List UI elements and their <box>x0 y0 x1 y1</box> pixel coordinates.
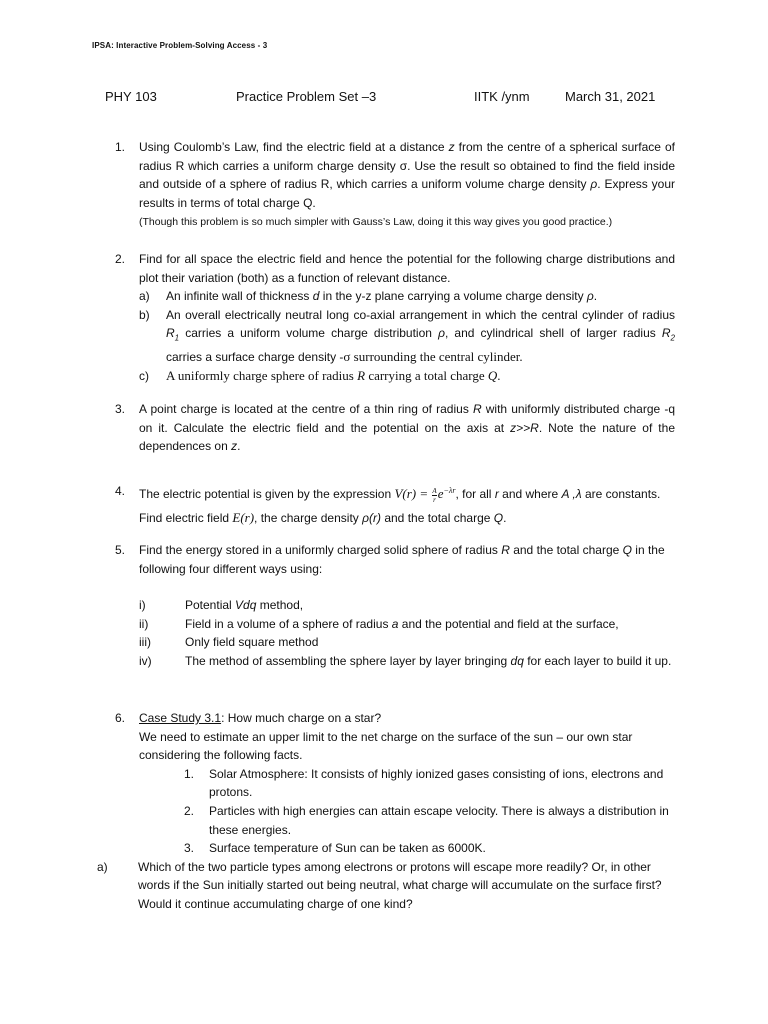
question-text: Find the energy stored in a uniformly charged solid sphere of radius R and the total charge Q in the following four different ways using: <box>139 543 665 576</box>
list-item: 3. Surface temperature of Sun can be taken as 6000K. <box>184 841 486 856</box>
question-1 <box>115 138 675 232</box>
question-text: Using Coulomb’s Law, find the electric field at a distance z from the centre of a spherical surface of radius R which carries a uniform charge density σ. Use the result so obtained to find the field inside and outside of a sphere of radius R, which carries a uniform volume charge density ρ. Express your results in terms of total charge Q. <box>139 140 676 210</box>
question-text: Find for all space the electric field and hence the potential for the following charge distributions and plot their variation (both) as a function of relevant distance. <box>139 252 675 285</box>
date: March 31, 2021 <box>565 89 656 104</box>
question-number: 4. <box>115 484 126 498</box>
case-study-title: Case Study 3.1: How much charge on a star? <box>139 711 382 725</box>
question-4 <box>115 479 675 530</box>
subpart-c: c) A uniformly charge sphere of radius R carrying a total charge Q. <box>139 367 501 383</box>
list-item: i) Potential Vdq method, <box>139 598 304 613</box>
potential-equation: V(r) = $\frac{A}{r}$ $e^{-\lambda r}$ <box>394 486 456 504</box>
subpart-a: a) An infinite wall of thickness d in the y-z plane carrying a volume charge density ρ. <box>139 289 598 304</box>
list-item: iv) The method of assembling the sphere layer by layer bringing dq for each layer to build it up. <box>139 653 672 668</box>
document-header: IPSA: Interactive Problem-Solving Access - 3 <box>92 41 268 50</box>
list-item: ii) Field in a volume of a sphere of radius a and the potential and field at the surface, <box>139 616 619 631</box>
question-text: The electric potential is given by the expression V(r) = $\frac{A}{r}$ $e^{-\lambda r}$, for all r and where A ,λ are constants. Find electric field E(r), the charge density ρ(r) and the total charge Q. <box>139 486 661 525</box>
question-5 <box>115 541 675 671</box>
question-3 <box>115 400 675 456</box>
institution: IITK /ynm <box>474 89 530 104</box>
question-number: 5. <box>115 543 126 557</box>
question-6 <box>97 709 675 914</box>
list-item: 2. Particles with high energies can attain escape velocity. There is always a distribution in these energies. <box>184 803 669 837</box>
case-study-intro: We need to estimate an upper limit to the net charge on the surface of the sun – our own star considering the following facts. <box>139 729 633 763</box>
question-number: 2. <box>115 252 126 266</box>
list-item: iii) Only field square method <box>139 635 319 650</box>
electric-field-symbol: E(r) <box>232 510 255 525</box>
list-item: 1. Solar Atmosphere: It consists of highly ionized gases consisting of ions, electrons and protons. <box>184 766 664 800</box>
subpart-a: a) Which of the two particle types among electrons or protons will escape more readily? Or, in other words if the Sun initially started out being neutral, what charge will accumulate on the surface first? Would it continue accumulating charge of one kind? <box>97 859 662 911</box>
facts-list <box>114 765 675 858</box>
question-number: 6. <box>115 711 126 725</box>
method-list <box>139 596 675 670</box>
question-number: 3. <box>115 402 126 416</box>
question-text: A point charge is located at the centre of a thin ring of radius R with uniformly distributed charge -q on it. Calculate the electric field and the potential on the axis at z>>R. Note the nature of the dependences on z. <box>139 402 675 454</box>
problem-set-title: Practice Problem Set –3 <box>236 89 377 104</box>
title-bar <box>0 89 768 107</box>
subpart-b: b) An overall electrically neutral long co-axial arrangement in which the central cylinder of radius $R_1$ carries a uniform volume charge distribution ρ, and cylindrical shell of larger radius $R_2$ carries a surface charge density -σ surrounding the central cylinder. <box>139 307 675 365</box>
question-number: 1. <box>115 140 126 154</box>
course-code: PHY 103 <box>105 89 157 104</box>
question-2 <box>115 250 675 386</box>
question-note: (Though this problem is so much simpler with Gauss’s Law, doing it this way gives you good practice.) <box>139 216 613 229</box>
